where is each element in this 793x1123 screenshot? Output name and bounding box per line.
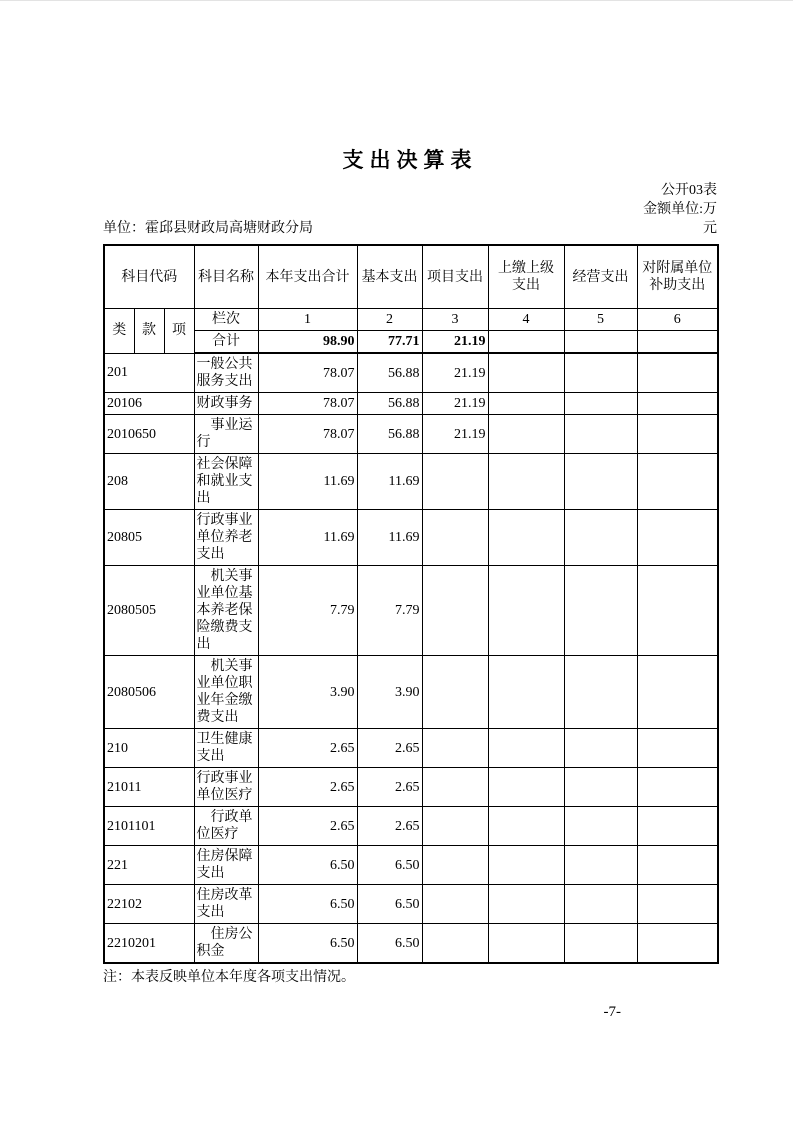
value-cell xyxy=(564,729,637,768)
subject-name-cell: 行政事业单位医疗 xyxy=(194,768,258,807)
subject-code-cell: 20106 xyxy=(104,393,194,415)
value-cell xyxy=(637,454,718,510)
org-unit-line: 单位：霍邱县财政局高塘财政分局 xyxy=(103,221,313,236)
subject-code-cell: 208 xyxy=(104,454,194,510)
subject-code-cell: 2080506 xyxy=(104,656,194,729)
value-cell xyxy=(422,510,488,566)
value-cell xyxy=(564,846,637,885)
table-row xyxy=(104,415,718,454)
value-cell xyxy=(488,415,564,454)
value-cell xyxy=(637,924,718,964)
table-row xyxy=(104,566,718,656)
subject-name-cell: 住房改革支出 xyxy=(194,885,258,924)
table-row xyxy=(104,656,718,729)
value-cell xyxy=(564,454,637,510)
subject-code-cell: 2080505 xyxy=(104,566,194,656)
subject-code-cell: 22102 xyxy=(104,885,194,924)
table-data-body xyxy=(104,353,718,963)
footnote: 注：本表反映单位本年度各项支出情况。 xyxy=(103,970,355,985)
value-cell: 2.65 xyxy=(258,729,357,768)
value-cell: 11.69 xyxy=(357,454,422,510)
lane-number-cell: 1 xyxy=(258,309,357,331)
value-cell xyxy=(564,393,637,415)
lane-label-cell: 栏次 xyxy=(194,309,258,331)
lane-row xyxy=(104,309,718,331)
table-code-label: 公开03表 xyxy=(661,183,717,198)
subject-code-cell: 221 xyxy=(104,846,194,885)
value-cell: 11.69 xyxy=(258,454,357,510)
value-cell xyxy=(637,510,718,566)
total-value-cell: 98.90 xyxy=(258,331,357,354)
value-cell xyxy=(422,729,488,768)
total-value-cell xyxy=(637,331,718,354)
subject-name-cell: 机关事业单位职业年金缴费支出 xyxy=(194,656,258,729)
value-cell xyxy=(564,566,637,656)
value-cell xyxy=(637,656,718,729)
value-cell xyxy=(488,454,564,510)
subject-code-cell: 2010650 xyxy=(104,415,194,454)
value-cell: 56.88 xyxy=(357,353,422,393)
value-cell xyxy=(488,393,564,415)
value-cell: 6.50 xyxy=(357,924,422,964)
value-cell xyxy=(422,924,488,964)
header-cell-operating: 经营支出 xyxy=(564,245,637,309)
table-row xyxy=(104,846,718,885)
header-row xyxy=(104,245,718,309)
subject-name-cell: 卫生健康支出 xyxy=(194,729,258,768)
lane-number-cell: 4 xyxy=(488,309,564,331)
subject-code-cell: 21011 xyxy=(104,768,194,807)
subcol-clause: 款 xyxy=(134,309,164,354)
value-cell: 6.50 xyxy=(258,885,357,924)
subject-code-cell: 2210201 xyxy=(104,924,194,964)
value-cell xyxy=(422,454,488,510)
total-value-cell xyxy=(488,331,564,354)
value-cell xyxy=(488,510,564,566)
value-cell xyxy=(637,353,718,393)
lane-number-cell: 3 xyxy=(422,309,488,331)
value-cell: 6.50 xyxy=(357,885,422,924)
value-cell xyxy=(488,729,564,768)
value-cell xyxy=(488,924,564,964)
value-cell: 2.65 xyxy=(258,807,357,846)
value-cell xyxy=(564,924,637,964)
value-cell xyxy=(488,846,564,885)
value-cell xyxy=(564,807,637,846)
total-label-cell: 合计 xyxy=(194,331,258,354)
total-value-cell xyxy=(564,331,637,354)
table-row xyxy=(104,729,718,768)
value-cell xyxy=(564,510,637,566)
value-cell: 2.65 xyxy=(258,768,357,807)
header-cell-subject-code: 科目代码 xyxy=(104,245,194,309)
subject-name-cell: 行政单位医疗 xyxy=(194,807,258,846)
subject-name-cell: 事业运行 xyxy=(194,415,258,454)
value-cell xyxy=(637,768,718,807)
subject-name-cell: 机关事业单位基本养老保险缴费支出 xyxy=(194,566,258,656)
table-row xyxy=(104,768,718,807)
value-cell: 21.19 xyxy=(422,393,488,415)
value-cell xyxy=(422,768,488,807)
value-cell: 3.90 xyxy=(357,656,422,729)
value-cell: 11.69 xyxy=(258,510,357,566)
lane-number-cell: 5 xyxy=(564,309,637,331)
content-area xyxy=(103,1,717,1021)
table-header-body xyxy=(104,245,718,353)
value-cell xyxy=(488,885,564,924)
header-cell-basic: 基本支出 xyxy=(357,245,422,309)
subject-name-cell: 社会保障和就业支出 xyxy=(194,454,258,510)
subcol-category: 类 xyxy=(104,309,134,354)
header-cell-project: 项目支出 xyxy=(422,245,488,309)
page-title: 支出决算表 xyxy=(342,149,478,172)
value-cell xyxy=(564,353,637,393)
lane-number-cell: 6 xyxy=(637,309,718,331)
value-cell: 7.79 xyxy=(357,566,422,656)
value-cell: 6.50 xyxy=(258,924,357,964)
value-cell: 78.07 xyxy=(258,415,357,454)
table-row xyxy=(104,885,718,924)
lane-number-cell: 2 xyxy=(357,309,422,331)
subject-name-cell: 一般公共服务支出 xyxy=(194,353,258,393)
value-cell: 6.50 xyxy=(357,846,422,885)
value-cell: 2.65 xyxy=(357,729,422,768)
subject-code-cell: 2101101 xyxy=(104,807,194,846)
value-cell xyxy=(637,846,718,885)
value-cell xyxy=(637,885,718,924)
amount-unit-label: 金额单位:万元 xyxy=(643,202,717,236)
value-cell xyxy=(488,768,564,807)
header-cell-year-total: 本年支出合计 xyxy=(258,245,357,309)
header-cell-upper-level: 上缴上级支出 xyxy=(488,245,564,309)
value-cell xyxy=(564,768,637,807)
header-cell-subject-name: 科目名称 xyxy=(194,245,258,309)
value-cell xyxy=(488,807,564,846)
value-cell: 21.19 xyxy=(422,353,488,393)
value-cell xyxy=(488,656,564,729)
table-row xyxy=(104,807,718,846)
table-row xyxy=(104,510,718,566)
value-cell: 56.88 xyxy=(357,415,422,454)
subject-code-cell: 20805 xyxy=(104,510,194,566)
subject-name-cell: 住房公积金 xyxy=(194,924,258,964)
value-cell: 56.88 xyxy=(357,393,422,415)
value-cell xyxy=(564,656,637,729)
total-value-cell: 21.19 xyxy=(422,331,488,354)
table-row xyxy=(104,393,718,415)
value-cell: 21.19 xyxy=(422,415,488,454)
value-cell: 11.69 xyxy=(357,510,422,566)
value-cell: 2.65 xyxy=(357,768,422,807)
subcol-item: 项 xyxy=(164,309,194,354)
value-cell xyxy=(564,415,637,454)
total-value-cell: 77.71 xyxy=(357,331,422,354)
subject-name-cell: 行政事业单位养老支出 xyxy=(194,510,258,566)
value-cell xyxy=(422,885,488,924)
value-cell xyxy=(422,807,488,846)
value-cell: 2.65 xyxy=(357,807,422,846)
value-cell xyxy=(488,566,564,656)
value-cell xyxy=(637,566,718,656)
value-cell xyxy=(422,846,488,885)
value-cell xyxy=(637,393,718,415)
value-cell: 78.07 xyxy=(258,353,357,393)
value-cell xyxy=(637,807,718,846)
value-cell xyxy=(422,566,488,656)
value-cell: 78.07 xyxy=(258,393,357,415)
value-cell xyxy=(637,415,718,454)
value-cell xyxy=(422,656,488,729)
value-cell: 6.50 xyxy=(258,846,357,885)
subject-name-cell: 财政事务 xyxy=(194,393,258,415)
value-cell xyxy=(637,729,718,768)
page-number: -7- xyxy=(603,1004,621,1020)
value-cell xyxy=(564,885,637,924)
expenditure-table xyxy=(103,244,719,964)
header-cell-subsidy: 对附属单位补助支出 xyxy=(637,245,718,309)
subject-code-cell: 210 xyxy=(104,729,194,768)
table-row xyxy=(104,454,718,510)
value-cell: 7.79 xyxy=(258,566,357,656)
total-row xyxy=(104,331,718,354)
table-row xyxy=(104,353,718,393)
value-cell: 3.90 xyxy=(258,656,357,729)
value-cell xyxy=(488,353,564,393)
subject-name-cell: 住房保障支出 xyxy=(194,846,258,885)
table-row xyxy=(104,924,718,964)
subject-code-cell: 201 xyxy=(104,353,194,393)
